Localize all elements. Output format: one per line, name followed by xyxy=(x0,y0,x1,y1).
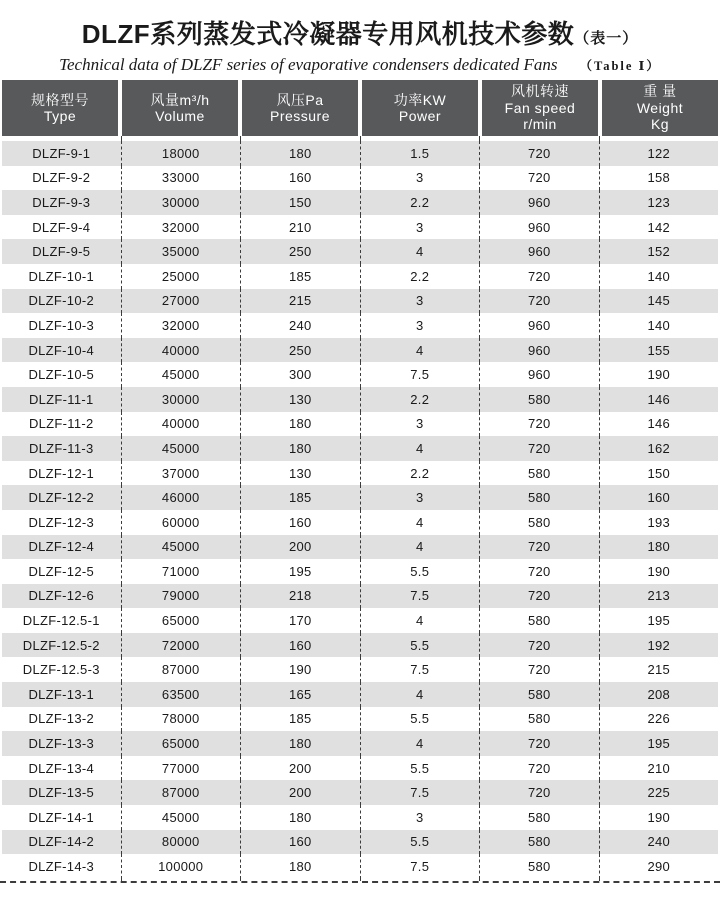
fan-speed-cell: 720 xyxy=(480,436,600,461)
column-header-fan-speed-en: Fan speed xyxy=(504,99,576,116)
type-cell: DLZF-13-3 xyxy=(2,731,122,756)
power-cell: 4 xyxy=(361,608,481,633)
power-cell: 4 xyxy=(361,535,481,560)
weight-cell: 152 xyxy=(647,244,671,260)
volume-cell: 18000 xyxy=(122,141,242,166)
fan-speed-cell: 960 xyxy=(480,190,600,215)
volume-cell: 71000 xyxy=(122,559,242,584)
type-cell: DLZF-14-3 xyxy=(2,854,122,879)
weight-cell: 190 xyxy=(647,367,671,383)
column-header-power xyxy=(362,80,482,136)
pressure-cell: 190 xyxy=(241,657,361,682)
volume-cell: 30000 xyxy=(122,190,242,215)
table-row xyxy=(2,559,718,584)
type-cell: DLZF-13-5 xyxy=(2,780,122,805)
fan-speed-cell: 960 xyxy=(480,338,600,363)
pressure-cell: 250 xyxy=(241,338,361,363)
pressure-cell: 160 xyxy=(241,633,361,658)
table-row xyxy=(2,682,718,707)
volume-cell: 79000 xyxy=(122,584,242,609)
power-cell: 4 xyxy=(361,436,481,461)
pressure-cell: 180 xyxy=(241,731,361,756)
type-cell: DLZF-13-4 xyxy=(2,756,122,781)
power-cell: 7.5 xyxy=(361,362,481,387)
fan-speed-cell: 580 xyxy=(480,805,600,830)
table-row xyxy=(2,731,718,756)
fan-speed-cell: 580 xyxy=(480,485,600,510)
fan-speed-cell: 580 xyxy=(480,707,600,732)
pressure-cell: 180 xyxy=(241,854,361,879)
table-row xyxy=(2,289,718,314)
power-cell: 1.5 xyxy=(361,141,481,166)
fan-speed-cell: 720 xyxy=(480,657,600,682)
weight-cell: 195 xyxy=(647,613,671,629)
fan-speed-cell: 720 xyxy=(480,584,600,609)
column-header-power-en: Power xyxy=(398,108,442,124)
column-header-weight-unit: Kg xyxy=(650,116,670,133)
volume-cell: 77000 xyxy=(122,756,242,781)
page-subtitle-text: Technical data of DLZF series of evaporative condensers dedicated Fans xyxy=(59,55,558,74)
type-cell: DLZF-13-1 xyxy=(2,682,122,707)
pressure-cell: 170 xyxy=(241,608,361,633)
table-row xyxy=(2,830,718,855)
title-area xyxy=(0,0,720,80)
power-cell: 2.2 xyxy=(361,264,481,289)
column-header-fan-speed-zh: 风机转速 xyxy=(511,83,569,100)
volume-cell: 32000 xyxy=(122,215,242,240)
type-cell: DLZF-10-5 xyxy=(2,362,122,387)
page-title xyxy=(0,0,720,53)
fan-speed-cell: 720 xyxy=(480,731,600,756)
volume-cell: 46000 xyxy=(122,485,242,510)
volume-cell: 63500 xyxy=(122,682,242,707)
fan-speed-cell: 580 xyxy=(480,510,600,535)
pressure-cell: 165 xyxy=(241,682,361,707)
table-row xyxy=(2,412,718,437)
page-subtitle xyxy=(0,55,720,76)
fan-speed-cell: 960 xyxy=(480,313,600,338)
weight-cell: 193 xyxy=(647,514,671,530)
weight-cell: 192 xyxy=(647,637,671,653)
pressure-cell: 300 xyxy=(241,362,361,387)
fan-speed-cell: 580 xyxy=(480,830,600,855)
fan-speed-cell: 720 xyxy=(480,535,600,560)
weight-cell: 290 xyxy=(647,859,671,875)
table-row xyxy=(2,510,718,535)
weight-cell: 208 xyxy=(647,686,671,702)
fan-speed-cell: 580 xyxy=(480,608,600,633)
weight-cell: 140 xyxy=(647,268,671,284)
pressure-cell: 185 xyxy=(241,264,361,289)
pressure-cell: 130 xyxy=(241,387,361,412)
type-cell: DLZF-13-2 xyxy=(2,707,122,732)
fan-speed-cell: 960 xyxy=(480,362,600,387)
weight-cell: 123 xyxy=(647,194,671,210)
fan-speed-cell: 580 xyxy=(480,682,600,707)
volume-cell: 87000 xyxy=(122,780,242,805)
pressure-cell: 180 xyxy=(241,805,361,830)
fan-speed-cell: 960 xyxy=(480,215,600,240)
power-cell: 7.5 xyxy=(361,780,481,805)
volume-cell: 45000 xyxy=(122,362,242,387)
weight-cell: 240 xyxy=(647,834,671,850)
weight-cell: 190 xyxy=(647,809,671,825)
weight-cell: 195 xyxy=(647,736,671,752)
type-cell: DLZF-12.5-3 xyxy=(2,657,122,682)
table-row xyxy=(2,362,718,387)
table-row xyxy=(2,707,718,732)
pressure-cell: 185 xyxy=(241,485,361,510)
pressure-cell: 200 xyxy=(241,535,361,560)
column-header-weight-zh: 重 量 xyxy=(643,83,677,100)
fan-speed-cell: 720 xyxy=(480,780,600,805)
column-header-pressure xyxy=(242,80,362,136)
volume-cell: 100000 xyxy=(122,854,242,879)
pressure-cell: 180 xyxy=(241,436,361,461)
column-header-volume xyxy=(122,80,242,136)
volume-cell: 27000 xyxy=(122,289,242,314)
type-cell: DLZF-9-3 xyxy=(2,190,122,215)
table-row xyxy=(2,338,718,363)
power-cell: 3 xyxy=(361,412,481,437)
table-body xyxy=(2,136,718,881)
column-header-type-en: Type xyxy=(43,108,77,124)
column-header-weight-en: Weight xyxy=(636,99,684,116)
table-row xyxy=(2,657,718,682)
fan-speed-cell: 720 xyxy=(480,264,600,289)
weight-cell: 180 xyxy=(647,539,671,555)
column-header-weight xyxy=(602,80,718,136)
pressure-cell: 200 xyxy=(241,780,361,805)
type-cell: DLZF-9-5 xyxy=(2,239,122,264)
volume-cell: 40000 xyxy=(122,412,242,437)
type-cell: DLZF-10-4 xyxy=(2,338,122,363)
type-cell: DLZF-10-3 xyxy=(2,313,122,338)
fan-speed-cell: 580 xyxy=(480,854,600,879)
volume-cell: 35000 xyxy=(122,239,242,264)
table-row xyxy=(2,608,718,633)
type-cell: DLZF-12-4 xyxy=(2,535,122,560)
volume-cell: 80000 xyxy=(122,830,242,855)
table-row xyxy=(2,756,718,781)
volume-cell: 60000 xyxy=(122,510,242,535)
volume-cell: 87000 xyxy=(122,657,242,682)
pressure-cell: 215 xyxy=(241,289,361,314)
page-title-suffix: （表一） xyxy=(574,30,639,47)
pressure-cell: 185 xyxy=(241,707,361,732)
table-row xyxy=(2,190,718,215)
weight-cell: 146 xyxy=(647,391,671,407)
volume-cell: 37000 xyxy=(122,461,242,486)
type-cell: DLZF-9-1 xyxy=(2,141,122,166)
volume-cell: 45000 xyxy=(122,535,242,560)
table-bottom-spacer xyxy=(2,879,718,881)
fan-speed-cell: 580 xyxy=(480,387,600,412)
weight-cell: 140 xyxy=(647,317,671,333)
fan-speed-cell: 720 xyxy=(480,633,600,658)
power-cell: 2.2 xyxy=(361,387,481,412)
power-cell: 3 xyxy=(361,805,481,830)
pressure-cell: 200 xyxy=(241,756,361,781)
type-cell: DLZF-12-3 xyxy=(2,510,122,535)
power-cell: 5.5 xyxy=(361,707,481,732)
pressure-cell: 195 xyxy=(241,559,361,584)
weight-cell: 215 xyxy=(647,662,671,678)
volume-cell: 45000 xyxy=(122,805,242,830)
fan-speed-cell: 720 xyxy=(480,559,600,584)
type-cell: DLZF-12-2 xyxy=(2,485,122,510)
pressure-cell: 130 xyxy=(241,461,361,486)
power-cell: 7.5 xyxy=(361,657,481,682)
power-cell: 3 xyxy=(361,215,481,240)
type-cell: DLZF-11-3 xyxy=(2,436,122,461)
pressure-cell: 180 xyxy=(241,141,361,166)
table-row xyxy=(2,805,718,830)
power-cell: 3 xyxy=(361,166,481,191)
type-cell: DLZF-12-5 xyxy=(2,559,122,584)
power-cell: 4 xyxy=(361,338,481,363)
pressure-cell: 218 xyxy=(241,584,361,609)
power-cell: 7.5 xyxy=(361,584,481,609)
table-row xyxy=(2,535,718,560)
type-cell: DLZF-10-2 xyxy=(2,289,122,314)
power-cell: 5.5 xyxy=(361,756,481,781)
volume-cell: 65000 xyxy=(122,731,242,756)
pressure-cell: 150 xyxy=(241,190,361,215)
volume-cell: 78000 xyxy=(122,707,242,732)
volume-cell: 25000 xyxy=(122,264,242,289)
pressure-cell: 250 xyxy=(241,239,361,264)
power-cell: 3 xyxy=(361,289,481,314)
type-cell: DLZF-12-6 xyxy=(2,584,122,609)
type-cell: DLZF-12.5-2 xyxy=(2,633,122,658)
weight-cell: 210 xyxy=(647,760,671,776)
volume-cell: 33000 xyxy=(122,166,242,191)
weight-cell: 142 xyxy=(647,219,671,235)
table-row xyxy=(2,461,718,486)
table-row xyxy=(2,436,718,461)
column-header-volume-zh: 风量m³/h xyxy=(150,91,210,108)
fan-speed-cell: 580 xyxy=(480,461,600,486)
type-cell: DLZF-14-2 xyxy=(2,830,122,855)
type-cell: DLZF-10-1 xyxy=(2,264,122,289)
type-cell: DLZF-12-1 xyxy=(2,461,122,486)
pressure-cell: 240 xyxy=(241,313,361,338)
fan-speed-cell: 720 xyxy=(480,756,600,781)
page-subtitle-suffix: （Table Ⅰ） xyxy=(579,59,661,73)
power-cell: 2.2 xyxy=(361,190,481,215)
fan-speed-cell: 960 xyxy=(480,239,600,264)
type-cell: DLZF-14-1 xyxy=(2,805,122,830)
column-header-power-zh: 功率KW xyxy=(393,91,447,108)
weight-cell: 162 xyxy=(647,440,671,456)
volume-cell: 65000 xyxy=(122,608,242,633)
weight-cell: 145 xyxy=(647,293,671,309)
pressure-cell: 160 xyxy=(241,830,361,855)
weight-cell: 155 xyxy=(647,342,671,358)
spec-table xyxy=(2,80,718,881)
volume-cell: 40000 xyxy=(122,338,242,363)
volume-cell: 32000 xyxy=(122,313,242,338)
table-row xyxy=(2,584,718,609)
power-cell: 3 xyxy=(361,485,481,510)
type-cell: DLZF-9-2 xyxy=(2,166,122,191)
power-cell: 5.5 xyxy=(361,830,481,855)
column-header-volume-en: Volume xyxy=(155,108,205,124)
table-row xyxy=(2,239,718,264)
weight-cell: 160 xyxy=(647,490,671,506)
column-header-type xyxy=(2,80,122,136)
type-cell: DLZF-9-4 xyxy=(2,215,122,240)
power-cell: 4 xyxy=(361,510,481,535)
fan-speed-cell: 720 xyxy=(480,289,600,314)
volume-cell: 45000 xyxy=(122,436,242,461)
type-cell: DLZF-12.5-1 xyxy=(2,608,122,633)
column-header-fan-speed-unit: r/min xyxy=(523,116,557,133)
weight-cell: 213 xyxy=(647,588,671,604)
pressure-cell: 180 xyxy=(241,412,361,437)
power-cell: 4 xyxy=(361,239,481,264)
column-header-type-zh: 规格型号 xyxy=(31,91,89,108)
type-cell: DLZF-11-1 xyxy=(2,387,122,412)
table-row xyxy=(2,313,718,338)
pressure-cell: 160 xyxy=(241,166,361,191)
weight-cell: 225 xyxy=(647,785,671,801)
table-row xyxy=(2,633,718,658)
fan-speed-cell: 720 xyxy=(480,412,600,437)
volume-cell: 30000 xyxy=(122,387,242,412)
power-cell: 2.2 xyxy=(361,461,481,486)
table-row xyxy=(2,215,718,240)
volume-cell: 72000 xyxy=(122,633,242,658)
power-cell: 7.5 xyxy=(361,854,481,879)
power-cell: 5.5 xyxy=(361,559,481,584)
weight-cell: 190 xyxy=(647,563,671,579)
table-header-row xyxy=(2,80,718,136)
pressure-cell: 210 xyxy=(241,215,361,240)
power-cell: 4 xyxy=(361,731,481,756)
weight-cell: 150 xyxy=(647,465,671,481)
table-row xyxy=(2,387,718,412)
fan-speed-cell: 720 xyxy=(480,166,600,191)
weight-cell: 158 xyxy=(647,170,671,186)
column-header-fan-speed xyxy=(482,80,602,136)
power-cell: 4 xyxy=(361,682,481,707)
table-row xyxy=(2,485,718,510)
weight-cell: 146 xyxy=(647,416,671,432)
pressure-cell: 160 xyxy=(241,510,361,535)
weight-cell: 226 xyxy=(647,711,671,727)
weight-cell: 122 xyxy=(647,145,671,161)
fan-speed-cell: 720 xyxy=(480,141,600,166)
table-row xyxy=(2,264,718,289)
column-header-pressure-zh: 风压Pa xyxy=(276,91,324,108)
table-row xyxy=(2,854,718,879)
table-row xyxy=(2,141,718,166)
table-row xyxy=(2,166,718,191)
power-cell: 3 xyxy=(361,313,481,338)
type-cell: DLZF-11-2 xyxy=(2,412,122,437)
table-bottom-border xyxy=(0,881,720,883)
power-cell: 5.5 xyxy=(361,633,481,658)
page-title-text: DLZF系列蒸发式冷凝器专用风机技术参数 xyxy=(81,19,575,49)
column-header-pressure-en: Pressure xyxy=(269,108,331,124)
table-row xyxy=(2,780,718,805)
